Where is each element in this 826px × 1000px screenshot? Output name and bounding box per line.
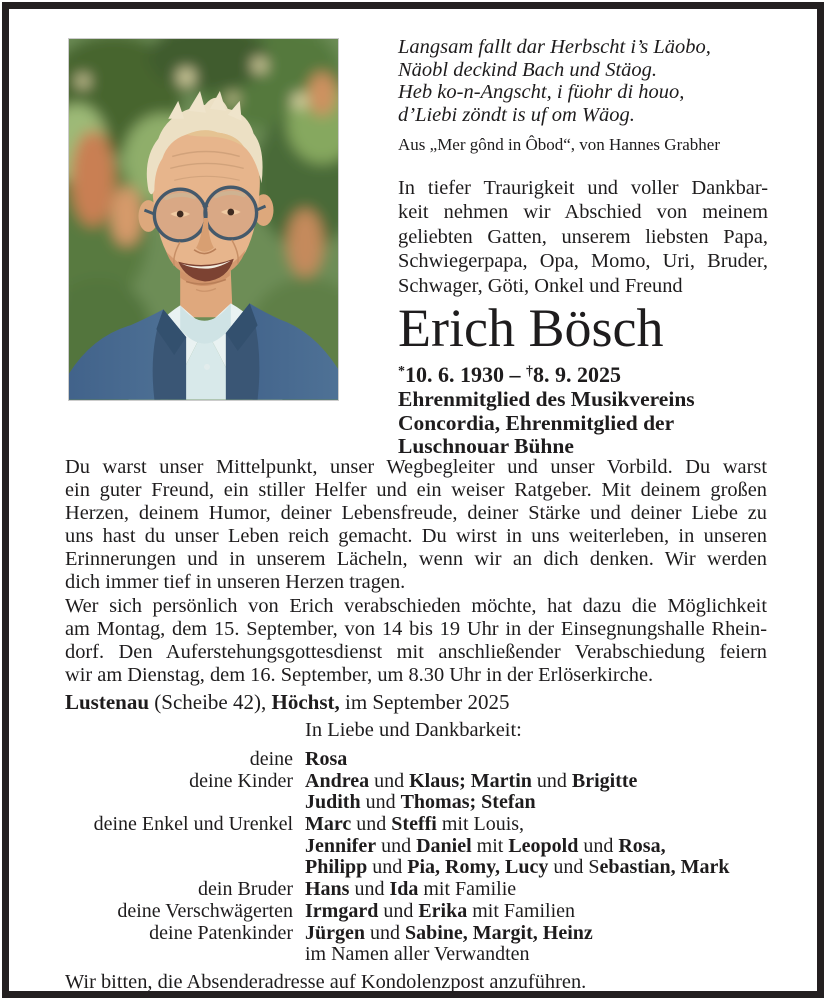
text-segment: (Scheibe 42),	[149, 689, 272, 714]
poem-line: Näobl deckind Bach und Stäog.	[398, 58, 658, 81]
body-line: Wer sich persönlich von Erich verabschieden möchte, hat dazu die Möglichkeit	[65, 594, 767, 617]
family-names-line	[305, 879, 767, 901]
family-name-segment: Leopold	[508, 834, 579, 857]
family-names-line	[305, 771, 767, 793]
family-names	[305, 749, 767, 771]
poem-line: d’Liebi zöndt is uf om Wäog.	[398, 103, 635, 126]
family-relation-label: deine Enkel und Urenkel	[93, 813, 293, 836]
intro-line: In tiefer Traurigkeit und voller Dankbar-	[398, 177, 768, 199]
body-line: dorf. Den Auferstehungsgottesdienst mit anschließender Verabschiedung feiern	[65, 640, 767, 663]
family-name-segment: Pia, Romy, Lucy	[407, 856, 549, 879]
text-segment: im September 2025	[339, 689, 510, 714]
family-names	[305, 771, 767, 814]
family-relation-label: deine Patenkinder	[149, 921, 293, 944]
family-name-segment: ebastian, Mark	[599, 856, 730, 879]
birth-symbol: *	[398, 364, 405, 380]
family-relation-label: deine	[249, 747, 293, 770]
family-names-line	[305, 814, 767, 836]
text-segment: Höchst,	[271, 689, 340, 714]
poem-line: Heb ko-n-Angscht, i füohr di houo,	[398, 81, 685, 103]
intro-line: geliebten Gatten, unserem liebsten Papa,	[398, 225, 768, 248]
family-name-segment: und	[378, 899, 419, 922]
family-names	[305, 901, 767, 923]
dates-dash: –	[509, 362, 521, 388]
family-name-segment: und	[376, 834, 417, 857]
intro-line: keit nehmen wir Abschied von meinem	[398, 201, 768, 224]
dialect-poem	[398, 36, 768, 126]
family-name-segment: mit Familien	[467, 899, 576, 922]
family-name-segment: und	[578, 834, 619, 857]
intro-line: Schwager, Göti, Onkel und Freund	[398, 274, 683, 297]
family-names-line	[305, 857, 767, 879]
funeral-info-paragraph	[65, 595, 767, 687]
family-row	[65, 771, 767, 814]
family-names-line	[305, 836, 767, 858]
family-list	[65, 749, 767, 966]
family-name-segment: Ida	[389, 878, 419, 901]
family-name-segment: im Namen aller Verwandten	[305, 943, 530, 966]
birth-date: 10. 6. 1930	[405, 362, 504, 388]
mourning-intro	[398, 176, 768, 298]
right-column	[398, 36, 768, 459]
family-name-segment: Irmgard	[305, 899, 379, 922]
family-name-segment: Steffi	[391, 813, 437, 836]
family-name-segment: und	[351, 813, 392, 836]
condolence-note: Wir bitten, die Absenderadresse auf Kondolenzpost anzuführen.	[65, 970, 587, 993]
family-names	[305, 923, 767, 966]
family-names	[305, 814, 767, 879]
deceased-name: Erich Bösch	[398, 298, 664, 359]
closing-salutation: In Liebe und Dankbarkeit:	[305, 718, 522, 741]
family-names	[305, 879, 767, 901]
family-name-segment: mit Familie	[418, 878, 517, 901]
body-line: Du warst unser Mittelpunkt, unser Wegbegleiter und unser Vorbild. Du warst	[65, 456, 767, 478]
family-name-segment: Klaus; Martin	[409, 769, 532, 792]
location-date-line	[65, 690, 767, 714]
main-text-block	[65, 456, 767, 993]
family-name-segment: und	[349, 878, 390, 901]
family-row	[65, 814, 767, 879]
body-line: dich immer tief in unseren Herzen tragen.	[65, 571, 406, 594]
family-name-segment: Rosa,	[618, 834, 666, 857]
family-relation-label: deine Verschwägerten	[117, 899, 293, 922]
family-name-segment: Sabine, Margit, Heinz	[405, 921, 593, 944]
family-name-segment: Jürgen	[305, 921, 365, 944]
family-name-segment: und	[365, 921, 405, 944]
family-relation-label: deine Kinder	[189, 769, 293, 792]
body-line: ein guter Freund, ein stiller Helfer und ein weiser Ratgeber. Mit deinem großen	[65, 479, 767, 502]
family-row	[65, 901, 767, 923]
family-name-segment: Thomas; Stefan	[400, 791, 536, 814]
eulogy-paragraph	[65, 456, 767, 595]
family-name-segment: Brigitte	[571, 769, 638, 792]
family-name-segment: und	[369, 769, 410, 792]
family-name-segment: Daniel	[416, 834, 472, 857]
body-line: Herzen, deinem Humor, deiner Lebensfreude, deiner Stärke und deiner Liebe zu	[65, 502, 767, 525]
body-line: wir am Dienstag, dem 16. September, um 8.30 Uhr in der Erlöserkirche.	[65, 663, 654, 686]
honorary-memberships	[398, 388, 768, 459]
honors-line: Ehrenmitglied des Musikvereins	[398, 387, 695, 412]
family-row	[65, 923, 767, 966]
poem-attribution: Aus „Mer gônd in Ôbod“, von Hannes Grabher	[398, 135, 720, 154]
family-name-segment: und	[367, 856, 408, 879]
family-name-segment: mit	[471, 834, 509, 857]
death-date: 8. 9. 2025	[533, 362, 621, 388]
body-line: uns hast du unser Leben reich gemacht. Du wirst in uns weiterleben, in unseren	[65, 525, 767, 548]
family-name-segment: Rosa	[305, 747, 348, 770]
family-name-segment: mit Louis,	[436, 813, 525, 836]
portrait-photo	[68, 38, 339, 401]
family-name-segment: Hans	[305, 878, 350, 901]
family-name-segment: Marc	[305, 813, 352, 836]
family-row	[65, 749, 767, 771]
life-dates	[398, 359, 768, 388]
family-name-segment: und S	[548, 856, 600, 879]
death-symbol: †	[526, 364, 533, 380]
honors-line: Concordia, Ehrenmitglied der	[398, 410, 675, 435]
intro-line: Schwiegerpapa, Opa, Momo, Uri, Bruder,	[398, 250, 768, 273]
family-names-line	[305, 944, 767, 966]
family-name-segment: Judith	[305, 791, 361, 814]
family-name-segment: und	[360, 791, 401, 814]
family-name-segment: Erika	[418, 899, 468, 922]
family-name-segment: Jennifer	[305, 834, 377, 857]
family-name-segment: Philipp	[305, 856, 368, 879]
body-line: am Montag, dem 15. September, von 14 bis 19 Uhr in der Einsegnungshalle Rhein-	[65, 617, 767, 640]
portrait-illustration	[69, 39, 338, 400]
text-segment: Lustenau	[65, 689, 150, 714]
family-name-segment: Andrea	[305, 769, 370, 792]
family-names-line	[305, 749, 767, 771]
family-name-segment: und	[531, 769, 572, 792]
family-names-line	[305, 923, 767, 945]
body-line: Erinnerungen und in unserem Lächeln, wenn wir an dich denken. Wir werden	[65, 548, 767, 571]
family-row	[65, 879, 767, 901]
family-names-line	[305, 792, 767, 814]
honors-line: Luschnouar Bühne	[398, 434, 574, 459]
family-names-line	[305, 901, 767, 923]
family-relation-label: dein Bruder	[198, 878, 293, 901]
poem-line: Langsam fallt dar Herbscht i’s Läobo,	[398, 36, 711, 58]
